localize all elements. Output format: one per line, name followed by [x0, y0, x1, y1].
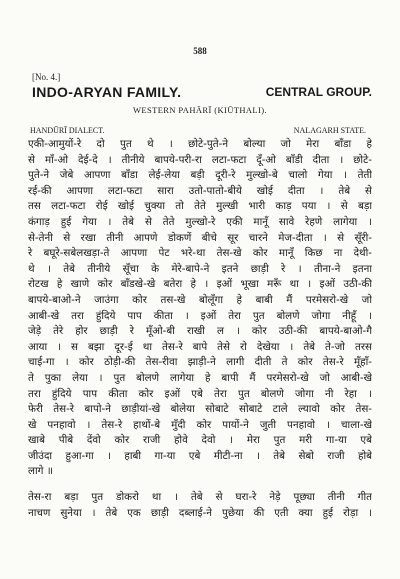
text-line: रे बघूरे-सबेलखड़ा-ते आपणा पेट भरे-था तेस-खे कोर मानूँ किछ ना देथी- — [28, 247, 372, 260]
text-line: पुते-ने जेबे आपणा बाँडा लेई-लेया बड़ी दूरी-रे मुल्खो-बे चालो गेया । तेती — [28, 169, 372, 182]
text-line: कंगाड़ हुई गेया । तेबे से तेते मुल्खो-रे एकी मानूँ सावे रेहणे लागेया । — [28, 215, 372, 228]
section-number: [No. 4.] — [32, 72, 61, 82]
text-line: आया । स बझा दूर-ई था तेस-रे बापे तेसे रो देखेया । तेबे ते-जो तरस — [28, 340, 372, 353]
text-line: एकी-आमुयों-रे दो पुत थे । छोटे-पुते-ने बोल्या जो मेरा बाँडा हे — [28, 138, 372, 150]
text-line: चाई-गा । कोर ठोड़ी-की तेस-रीवा झाड़ी-ने लागी दीती ते कोर तेस-रे मूँहाँ- — [28, 356, 372, 369]
text-line: रोटख हे खाणे कोर बाँडखे-खे बतेरा हे । इओं भूखा मरूँ था । इओं उठी-की — [28, 278, 372, 291]
text-line: फेरी तेस-रे बापो-ने छाड़ीयां-खे बोलेया सोबाटे सोबाटे टाले ल्यावो कोर तेस- — [28, 403, 372, 416]
page-number: 588 — [193, 46, 207, 56]
group-title: CENTRAL GROUP. — [265, 85, 372, 99]
paragraph-2 — [28, 490, 372, 521]
text-line: तस लटा-फटा रोई खोई चुक्या तो तेते मुल्खी भारी काड़ पया । से बड़ा — [28, 200, 372, 213]
text-line: बापये-बाओ-ने जाउंगा कोर तस-खे बोलूँगा हे बाबी मैं परमेसरो-खे जो — [28, 293, 372, 306]
text-line: थे । तेबे तीनीये सूँचा के मेरे-बापे-ने इतने छाड़ी रे । तीना-ने इतना — [28, 262, 372, 275]
text-line: ते पुका लेया । पुत बोलणे लागेया हे बापी मैं परमेसरो-खे जो आबी-खे — [28, 371, 372, 384]
text-line: तरा हुंदिये पाप कीता कोर इओं एबे तेरा पुत बोलणे जोगा नी रेहा । — [28, 387, 372, 400]
title-row — [32, 84, 372, 102]
text-line: से-तेनी से रखा तीनी आपणे डोकणें बीचे सूर चारने मेज-दीता । से सूँरी- — [28, 231, 372, 244]
paragraph-1 — [28, 137, 372, 480]
text-line: आबी-खे तरा हुंदिये पाप कीता । इओं तेरा पुत बोलणे जोगा नीहूँ । — [28, 309, 372, 322]
text-line: खाबे पीबे देंवो कोर राजी होवे देवो । मेरा पुत मरी गा-या एबे — [28, 434, 372, 447]
text-line: से माँ-ओ देई-दे । तीनीये बापये-परी-रा लटा-फटा दूँ-ओ बाँडी दीता । छोटे- — [28, 153, 372, 166]
language-subheading: WESTERN PAHĀRĪ (KIŪTHALI). — [132, 105, 268, 115]
text-line: खे पनहावो । तेस-रे हाथों-बे मुँदी कोर पायों-ने जुती पनहावो । चाला-खे — [28, 418, 372, 431]
text-line: नाचण सुनेया । तेबे एक छाड़ी दब्लाई-ने पुछेया की एती क्या हुई रोड़ा । — [28, 506, 372, 519]
text-line: लागे ॥ — [28, 465, 53, 478]
text-line: जेड़े तेरे होर छाड़ी रे मूँओ-बी राखी ल । कोर उठी-की बापये-बाओ-गै — [28, 325, 372, 338]
family-title: INDO-ARYAN FAMILY. — [32, 84, 182, 100]
text-line: जीउंदा हुआ-गा । हाबी गा-या एबे मीटी-ना । तेबे सेबो राजी होबे — [28, 449, 372, 462]
state-label: NALAGARH STATE. — [293, 126, 366, 135]
dialect-label: HANDŪRĪ DIALECT. — [30, 126, 105, 135]
text-line: तेस-रा बड़ा पुत डोकरो था । तेबे से घरा-रे नेड़े पूछ्या तीनी गीत — [28, 491, 372, 503]
text-line: रई-की आपणा लटा-फटा सारा उतो-पातो-बीये खोई दीता । तेबे से — [28, 184, 372, 197]
